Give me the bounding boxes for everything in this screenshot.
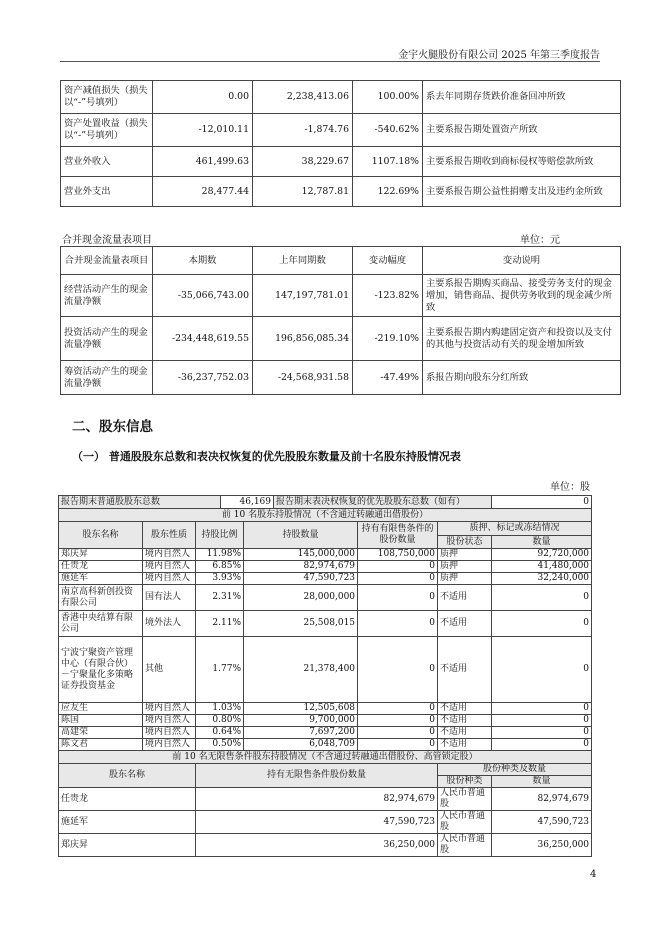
- preferred-shareholders-label: 报告期末表决权恢复的优先股股东总数（如有）: [274, 496, 492, 509]
- share-type: 人民币普通股: [438, 811, 492, 834]
- prior-value: 38,229.67: [253, 147, 353, 177]
- holding-qty: 12,505,608: [244, 703, 358, 715]
- change-value: 1107.18%: [353, 147, 423, 177]
- row-item: 经营活动产生的现金流量净额: [61, 275, 153, 317]
- change-note: 主要系报告期收到商标侵权等赔偿款所致: [423, 147, 621, 177]
- share-status: 不适用: [438, 611, 492, 637]
- cashflow-unit: 单位：元: [520, 235, 560, 246]
- total-shareholders-label: 报告期末普通股股东总数: [59, 496, 221, 509]
- page-header: 金宇火腿股份有限公司 2025 年第三季度报告: [398, 50, 600, 61]
- unrestricted-qty: 47,590,723: [196, 811, 438, 834]
- share-status: 质押: [438, 549, 492, 561]
- shareholder-nature: 其他: [143, 637, 196, 703]
- row-item: 资产减值损失（损失以“-”号填列）: [61, 81, 153, 114]
- pledge-amount: 0: [492, 585, 592, 611]
- restricted-qty: 0: [358, 703, 438, 715]
- section-title: 二、股东信息: [72, 419, 153, 435]
- col-header-status: 股份状态: [438, 536, 492, 549]
- col-header-name: 股东名称: [59, 522, 143, 549]
- current-value: 28,477.44: [153, 177, 253, 207]
- shareholder-nature: 境内自然人: [143, 739, 196, 751]
- restricted-qty: 0: [358, 585, 438, 611]
- change-value: -47.49%: [353, 361, 423, 395]
- table-row: [59, 788, 592, 811]
- table-row: [59, 549, 592, 561]
- restricted-qty: 108,750,000: [358, 549, 438, 561]
- change-note: 主要系报告期公益性捐赠支出及违约金所致: [423, 177, 621, 207]
- holding-ratio: 11.98%: [196, 549, 244, 561]
- holding-ratio: 1.03%: [196, 703, 244, 715]
- restricted-qty: 0: [358, 715, 438, 727]
- holding-ratio: 0.64%: [196, 727, 244, 739]
- shareholder-name: 香港中央结算有限公司: [59, 611, 143, 637]
- holding-qty: 6,048,709: [244, 739, 358, 751]
- pledge-amount: 92,720,000: [492, 549, 592, 561]
- change-value: -219.10%: [353, 317, 423, 361]
- col-header-qty: 持股数量: [244, 522, 358, 549]
- shareholder-name: 南京高科新创投资有限公司: [59, 585, 143, 611]
- holding-ratio: 0.50%: [196, 739, 244, 751]
- change-value: -540.62%: [353, 114, 423, 147]
- shareholders-table: [58, 495, 592, 857]
- prior-value: 12,787.81: [253, 177, 353, 207]
- shareholder-name: 任贵龙: [59, 561, 143, 573]
- col-header-nature: 股东性质: [143, 522, 196, 549]
- table-row: [61, 81, 621, 114]
- share-type: 人民币普通股: [438, 788, 492, 811]
- change-note: 系去年同期存货跌价准备回冲所致: [423, 81, 621, 114]
- holding-ratio: 1.77%: [196, 637, 244, 703]
- table-row: [59, 561, 592, 573]
- table-header-row: [59, 522, 592, 536]
- shareholder-nature: 境内自然人: [143, 549, 196, 561]
- table-row: [61, 317, 621, 361]
- share-status: 不适用: [438, 739, 492, 751]
- col-header-unrestricted-name: 股东名称: [59, 764, 196, 788]
- row-item: 营业外支出: [61, 177, 153, 207]
- change-value: -123.82%: [353, 275, 423, 317]
- shareholder-unit: 单位：股: [550, 482, 590, 493]
- row-item: 营业外收入: [61, 147, 153, 177]
- holding-ratio: 6.85%: [196, 561, 244, 573]
- pledge-amount: 0: [492, 611, 592, 637]
- holding-qty: 82,974,679: [244, 561, 358, 573]
- top10-title-row: [59, 509, 592, 522]
- holding-ratio: 2.31%: [196, 585, 244, 611]
- table-row: [59, 834, 592, 857]
- current-value: 0.00: [153, 81, 253, 114]
- col-header-note: 变动说明: [423, 247, 621, 275]
- holding-qty: 25,508,015: [244, 611, 358, 637]
- restricted-qty: 0: [358, 573, 438, 585]
- change-note: 系报告期向股东分红所致: [423, 361, 621, 395]
- col-header-share-type: 股份种类: [438, 776, 492, 788]
- col-header-current: 本期数: [153, 247, 253, 275]
- holding-qty: 145,000,000: [244, 549, 358, 561]
- share-amount: 47,590,723: [492, 811, 592, 834]
- restricted-qty: 0: [358, 739, 438, 751]
- shareholder-nature: 境内自然人: [143, 561, 196, 573]
- share-type: 人民币普通股: [438, 834, 492, 857]
- share-status: 不适用: [438, 715, 492, 727]
- unrestricted-title: 前 10 名无限售条件股东持股情况（不含通过转融通出借股份、高管锁定股）: [59, 751, 592, 764]
- total-shareholders-value: 46,169: [221, 496, 274, 509]
- table-row: [59, 703, 592, 715]
- shareholder-nature: 国有法人: [143, 585, 196, 611]
- cashflow-caption: 合并现金流量表项目: [62, 235, 152, 246]
- holding-qty: 9,700,000: [244, 715, 358, 727]
- table-header-row: [61, 247, 621, 275]
- pledge-amount: 0: [492, 739, 592, 751]
- shareholder-nature: 境内自然人: [143, 727, 196, 739]
- share-status: 不适用: [438, 585, 492, 611]
- table-row: [59, 811, 592, 834]
- holding-ratio: 3.93%: [196, 573, 244, 585]
- top10-title: 前 10 名股东持股情况（不含通过转融通出借股份）: [59, 509, 592, 522]
- col-header-restricted: 持有有限售条件的股份数量: [358, 522, 438, 549]
- table-row: [61, 275, 621, 317]
- row-item: 筹资活动产生的现金流量净额: [61, 361, 153, 395]
- unrestricted-qty: 82,974,679: [196, 788, 438, 811]
- table-row: [59, 573, 592, 585]
- table-row: [61, 147, 621, 177]
- shareholder-nature: 境内自然人: [143, 715, 196, 727]
- holding-qty: 28,000,000: [244, 585, 358, 611]
- share-amount: 36,250,000: [492, 834, 592, 857]
- current-value: 461,499.63: [153, 147, 253, 177]
- table-row: [59, 585, 592, 611]
- row-item: 投资活动产生的现金流量净额: [61, 317, 153, 361]
- col-header-pledge: 质押、标记或冻结情况: [438, 522, 592, 536]
- restricted-qty: 0: [358, 561, 438, 573]
- share-amount: 82,974,679: [492, 788, 592, 811]
- unrestricted-holder-name: 任贵龙: [59, 788, 196, 811]
- pledge-amount: 41,480,000: [492, 561, 592, 573]
- header-divider: [60, 61, 600, 62]
- table-row: [59, 637, 592, 703]
- preferred-shareholders-value: 0: [492, 496, 592, 509]
- current-value: -36,237,752.03: [153, 361, 253, 395]
- current-value: -234,448,619.55: [153, 317, 253, 361]
- shareholder-name: 陈国: [59, 715, 143, 727]
- table-row: [59, 611, 592, 637]
- change-value: 100.00%: [353, 81, 423, 114]
- pledge-amount: 0: [492, 715, 592, 727]
- shareholder-name: 高建荣: [59, 727, 143, 739]
- col-header-unrestricted-qty: 持有无限售条件股份数量: [196, 764, 438, 788]
- holding-qty: 47,590,723: [244, 573, 358, 585]
- pledge-amount: 0: [492, 727, 592, 739]
- subsection-title: （一） 普通股股东总数和表决权恢复的优先股股东数量及前十名股东持股情况表: [72, 450, 461, 463]
- row-item: 资产处置收益（损失以“-”号填列）: [61, 114, 153, 147]
- prior-value: 2,238,413.06: [253, 81, 353, 114]
- cashflow-table: [60, 246, 621, 395]
- total-shareholders-row: [59, 496, 592, 509]
- prior-value: -24,568,931.58: [253, 361, 353, 395]
- holding-qty: 21,378,400: [244, 637, 358, 703]
- prior-value: -1,874.76: [253, 114, 353, 147]
- current-value: -12,010.11: [153, 114, 253, 147]
- table-header-row: [59, 764, 592, 776]
- restricted-qty: 0: [358, 611, 438, 637]
- shareholder-nature: 境内自然人: [143, 703, 196, 715]
- table-row: [59, 727, 592, 739]
- col-header-ratio: 持股比例: [196, 522, 244, 549]
- table-row: [59, 739, 592, 751]
- shareholder-name: 宁波宁聚资产管理中心（有限合伙）－宁聚量化多策略证券投资基金: [59, 637, 143, 703]
- share-status: 不适用: [438, 727, 492, 739]
- col-header-change: 变动幅度: [353, 247, 423, 275]
- restricted-qty: 0: [358, 727, 438, 739]
- holding-ratio: 0.80%: [196, 715, 244, 727]
- col-header-share-amount: 数量: [492, 776, 592, 788]
- col-header-prior: 上年同期数: [253, 247, 353, 275]
- shareholder-name: 应友生: [59, 703, 143, 715]
- change-note: 主要系报告期内购建固定资产和投资以及支付的其他与投资活动有关的现金增加所致: [423, 317, 621, 361]
- pledge-amount: 0: [492, 637, 592, 703]
- table-row: [61, 114, 621, 147]
- shareholder-name: 陈文君: [59, 739, 143, 751]
- table-row: [59, 715, 592, 727]
- change-value: 122.69%: [353, 177, 423, 207]
- holding-ratio: 2.11%: [196, 611, 244, 637]
- change-note: 主要系报告期处置资产所致: [423, 114, 621, 147]
- share-status: 不适用: [438, 703, 492, 715]
- col-header-amount: 数量: [492, 536, 592, 549]
- table-row: [61, 361, 621, 395]
- pledge-amount: 0: [492, 703, 592, 715]
- unrestricted-qty: 36,250,000: [196, 834, 438, 857]
- holding-qty: 7,697,200: [244, 727, 358, 739]
- income-changes-table: [60, 80, 621, 207]
- unrestricted-holder-name: 施延军: [59, 811, 196, 834]
- shareholder-name: 施延军: [59, 573, 143, 585]
- current-value: -35,066,743.00: [153, 275, 253, 317]
- shareholder-nature: 境内自然人: [143, 573, 196, 585]
- share-status: 不适用: [438, 637, 492, 703]
- pledge-amount: 32,240,000: [492, 573, 592, 585]
- table-row: [61, 177, 621, 207]
- prior-value: 147,197,781.01: [253, 275, 353, 317]
- unrestricted-holder-name: 郑庆昇: [59, 834, 196, 857]
- share-status: 质押: [438, 573, 492, 585]
- shareholder-name: 郑庆昇: [59, 549, 143, 561]
- shareholder-nature: 境外法人: [143, 611, 196, 637]
- change-note: 主要系报告期购买商品、接受劳务支付的现金增加，销售商品、提供劳务收到的现金减少所致: [423, 275, 621, 317]
- restricted-qty: 0: [358, 637, 438, 703]
- share-status: 质押: [438, 561, 492, 573]
- col-header-item: 合并现金流量表项目: [61, 247, 153, 275]
- page-number: 4: [590, 869, 597, 880]
- prior-value: 196,856,085.34: [253, 317, 353, 361]
- col-header-share-kind: 股份种类及数量: [438, 764, 592, 776]
- unrestricted-title-row: [59, 751, 592, 764]
